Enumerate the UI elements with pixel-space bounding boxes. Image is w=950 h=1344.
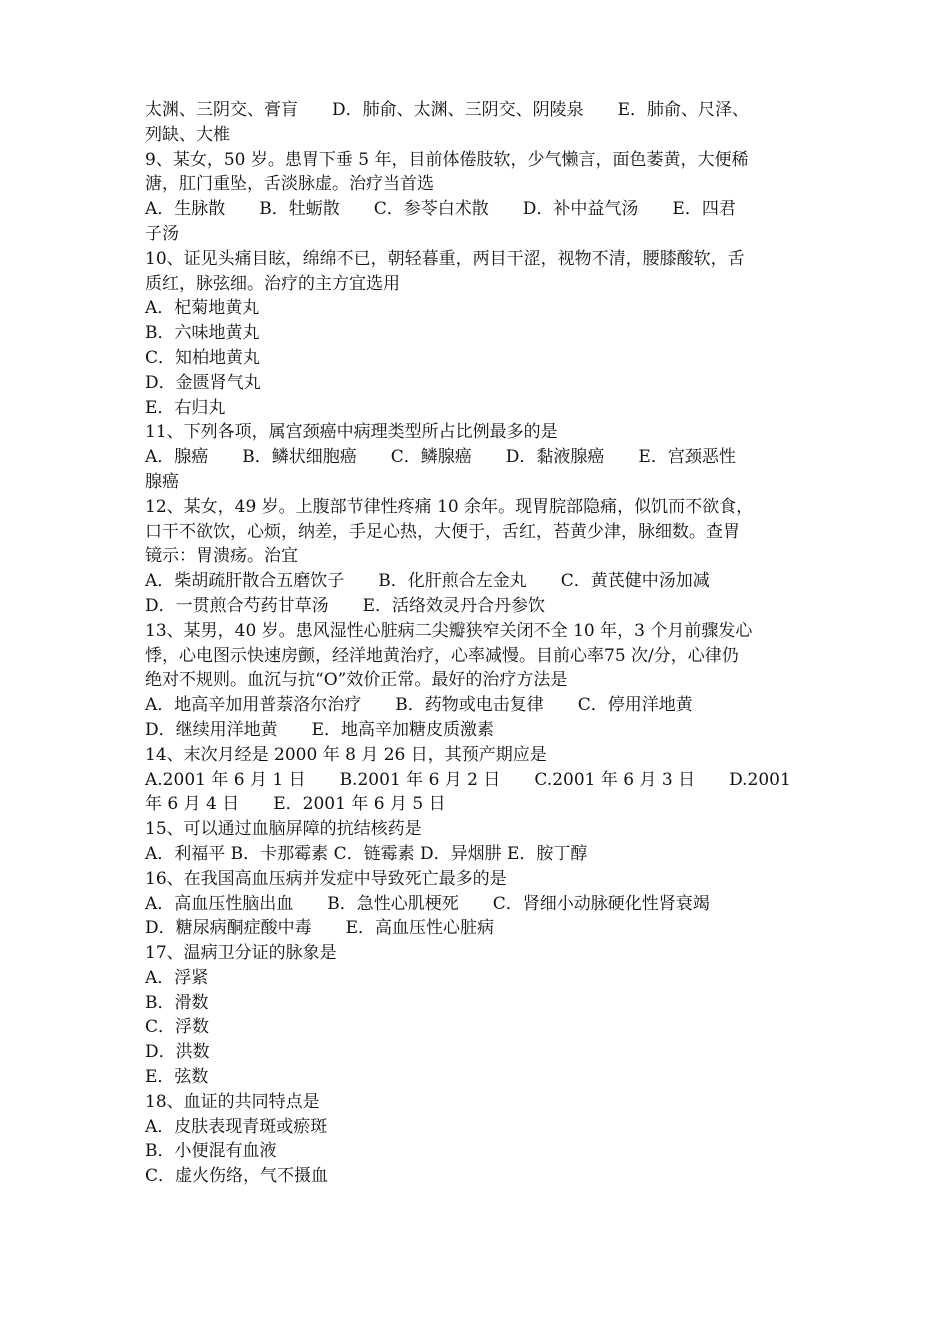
question-9-options: A．生脉散 B．牡蛎散 C．参苓白术散 D．补中益气汤 E．四君 <box>145 199 736 220</box>
question-11-options: A．腺癌 B．鳞状细胞癌 C．鳞腺癌 D．黏液腺癌 E．宫颈恶性 <box>145 447 736 468</box>
question-12-options: D．一贯煎合芍药甘草汤 E．活络效灵丹合丹参饮 <box>145 595 546 616</box>
question-15-options: A．利福平 B．卡那霉素 C．链霉素 D．异烟肼 E．胺丁醇 <box>145 843 588 864</box>
question-14-options: 年 6 月 4 日 E．2001 年 6 月 5 日 <box>145 794 446 815</box>
text-line: 质红，脉弦细。治疗的主方宜选用 <box>145 273 400 294</box>
question-11-stem: 11、下列各项，属宫颈癌中病理类型所占比例最多的是 <box>145 422 558 443</box>
question-15-stem: 15、可以通过血脑屏障的抗结核药是 <box>145 819 422 840</box>
question-16-options: A．高血压性脑出血 B．急性心肌梗死 C．肾细小动脉硬化性肾衰竭 <box>145 893 710 914</box>
answer-option: A．浮紧 <box>145 967 209 988</box>
question-13-options: D．继续用洋地黄 E．地高辛加糖皮质激素 <box>145 719 495 740</box>
question-12-stem: 12、某女，49 岁。上腹部节律性疼痛 10 余年。现胃脘部隐痛，似饥而不欲食， <box>145 496 754 517</box>
document-body <box>145 98 815 1189</box>
text-line: 子汤 <box>145 223 179 244</box>
text-line: 腺癌 <box>145 471 179 492</box>
text-line: 溏，肛门重坠，舌淡脉虚。治疗当首选 <box>145 174 434 195</box>
text-line: 口干不欲饮，心烦，纳差，手足心热，大便于，舌红，苔黄少津，脉细数。查胃 <box>145 521 740 542</box>
answer-option: C．知柏地黄丸 <box>145 347 261 368</box>
answer-option: E．弦数 <box>145 1067 209 1088</box>
question-16-options: D．糖尿病酮症酸中毒 E．高血压性心脏病 <box>145 918 495 939</box>
answer-option: D．金匮肾气丸 <box>145 372 261 393</box>
answer-option: D．洪数 <box>145 1042 210 1063</box>
answer-option: B．滑数 <box>145 992 209 1013</box>
question-13-options: A．地高辛加用普萘洛尔治疗 B．药物或电击复律 C．停用洋地黄 <box>145 695 693 716</box>
text-line: 镜示：胃溃疡。治宜 <box>145 546 298 567</box>
answer-option: A．皮肤表现青斑或瘀斑 <box>145 1116 328 1137</box>
question-17-stem: 17、温病卫分证的脉象是 <box>145 943 337 964</box>
text-line: 列缺、大椎 <box>145 124 230 145</box>
question-14-stem: 14、末次月经是 2000 年 8 月 26 日，其预产期应是 <box>145 744 547 765</box>
question-16-stem: 16、在我国高血压病并发症中导致死亡最多的是 <box>145 868 507 889</box>
question-9-stem: 9、某女，50 岁。患胃下垂 5 年，目前体倦肢软，少气懒言，面色萎黄，大便稀 <box>145 149 749 170</box>
answer-option: B．小便混有血液 <box>145 1141 277 1162</box>
question-18-stem: 18、血证的共同特点是 <box>145 1091 320 1112</box>
answer-option: C．浮数 <box>145 1017 210 1038</box>
text-line: 悸，心电图示快速房颤，经洋地黄治疗，心率减慢。目前心率75 次/分，心律仍 <box>145 645 739 666</box>
answer-option: B．六味地黄丸 <box>145 323 260 344</box>
question-14-options: A.2001 年 6 月 1 日 B.2001 年 6 月 2 日 C.2001 年 6 月 3 日 D.2001 <box>145 769 791 790</box>
answer-option: C．虚火伤络，气不摄血 <box>145 1166 329 1187</box>
question-10-stem: 10、证见头痛目眩，绵绵不已，朝轻暮重，两目干涩，视物不清，腰膝酸软，舌 <box>145 248 745 269</box>
text-line: 太渊、三阴交、膏肓 D．肺俞、太渊、三阴交、阴陵泉 E．肺俞、尺泽、 <box>145 100 750 120</box>
answer-option: A．杞菊地黄丸 <box>145 298 260 319</box>
question-13-stem: 13、某男，40 岁。患风湿性心脏病二尖瓣狭窄关闭不全 10 年，3 个月前骤发心 <box>145 620 753 641</box>
question-12-options: A．柴胡疏肝散合五磨饮子 B．化肝煎合左金丸 C．黄芪健中汤加减 <box>145 571 710 592</box>
text-line: 绝对不规则。血沉与抗“O”效价正常。最好的治疗方法是 <box>145 670 568 691</box>
answer-option: E．右归丸 <box>145 397 226 418</box>
